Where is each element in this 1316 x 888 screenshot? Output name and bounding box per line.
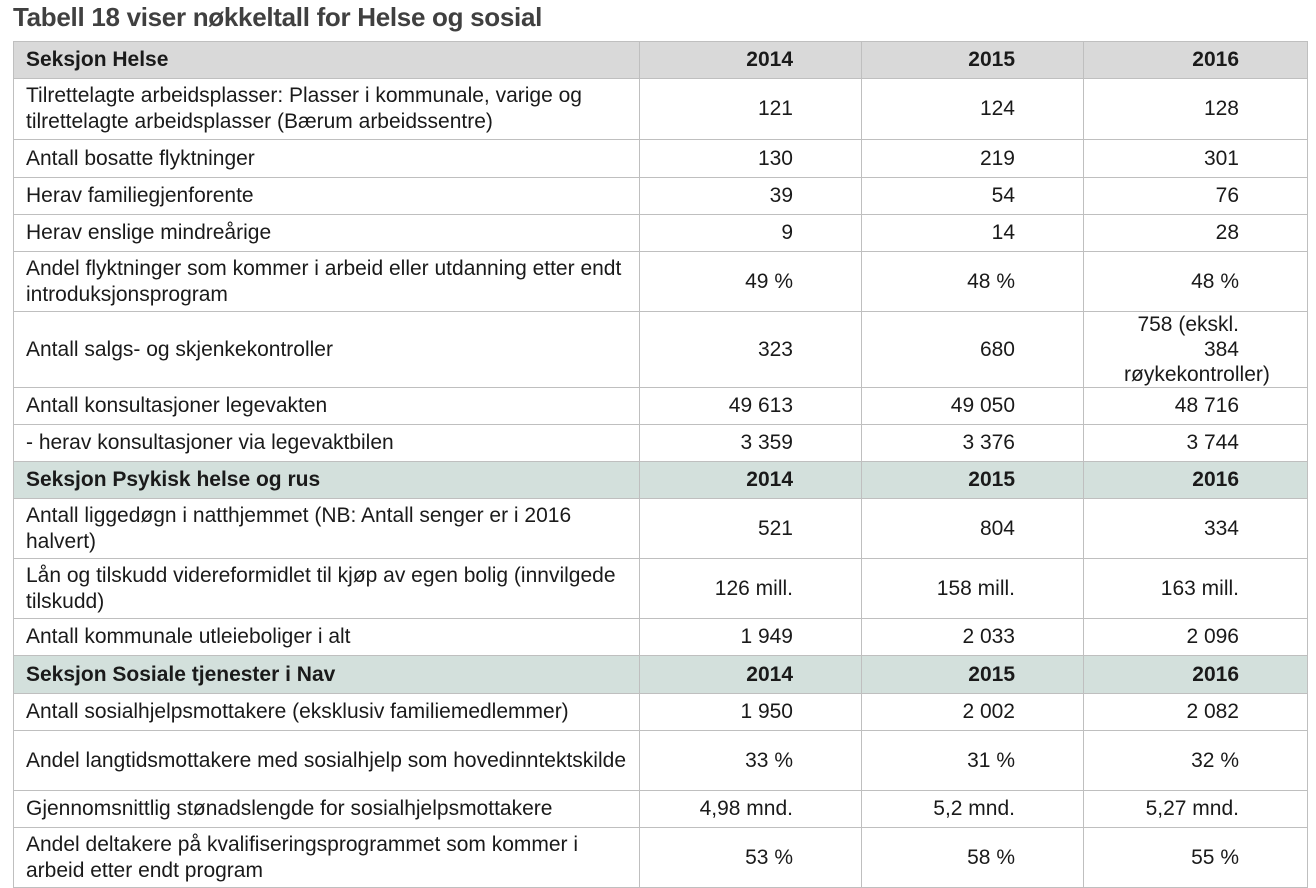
table-row bbox=[14, 79, 1308, 140]
value-2014: 39 bbox=[640, 178, 862, 215]
value-2015: 5,2 mnd. bbox=[862, 791, 1084, 828]
value-2014: 9 bbox=[640, 215, 862, 252]
value-2014: 53 % bbox=[640, 828, 862, 888]
value-2015: 54 bbox=[862, 178, 1084, 215]
table-row bbox=[14, 828, 1308, 888]
value-2016: 48 % bbox=[1084, 252, 1308, 312]
value-2016: 55 % bbox=[1084, 828, 1308, 888]
value-2016: 163 mill. bbox=[1084, 559, 1308, 619]
value-2016: 32 % bbox=[1084, 731, 1308, 791]
table-row bbox=[14, 499, 1308, 559]
value-2015: 58 % bbox=[862, 828, 1084, 888]
value-2014: 126 mill. bbox=[640, 559, 862, 619]
table-row bbox=[14, 791, 1308, 828]
value-2016: 5,27 mnd. bbox=[1084, 791, 1308, 828]
table-row bbox=[14, 178, 1308, 215]
table-title: Tabell 18 viser nøkkeltall for Helse og sosial bbox=[13, 2, 543, 32]
section-title: Seksjon Psykisk helse og rus bbox=[14, 462, 640, 499]
value-2015: 2 002 bbox=[862, 694, 1084, 731]
value-2016: 28 bbox=[1084, 215, 1308, 252]
row-label: Antall kommunale utleieboliger i alt bbox=[14, 619, 640, 656]
row-label: Andel langtidsmottakere med sosialhjelp som hovedinntektskilde bbox=[14, 731, 640, 791]
value-2014: 130 bbox=[640, 140, 862, 178]
value-2015: 680 bbox=[862, 312, 1084, 388]
value-2014: 4,98 mnd. bbox=[640, 791, 862, 828]
value-2015: 3 376 bbox=[862, 425, 1084, 462]
year-header: 2015 bbox=[862, 462, 1084, 499]
value-2015: 31 % bbox=[862, 731, 1084, 791]
value-2015: 804 bbox=[862, 499, 1084, 559]
row-label: Andel flyktninger som kommer i arbeid eller utdanning etter endt introduksjonsprogram bbox=[14, 252, 640, 312]
value-2016: 758 (ekskl. 384 røykekontroller) bbox=[1084, 312, 1308, 388]
value-2014: 3 359 bbox=[640, 425, 862, 462]
section-header-helse bbox=[14, 42, 1308, 79]
value-2016: 3 744 bbox=[1084, 425, 1308, 462]
table-row bbox=[14, 694, 1308, 731]
table-row bbox=[14, 731, 1308, 791]
row-label: Antall bosatte flyktninger bbox=[14, 140, 640, 178]
year-header: 2016 bbox=[1084, 462, 1308, 499]
year-header: 2015 bbox=[862, 656, 1084, 694]
row-label: Antall sosialhjelpsmottakere (eksklusiv familiemedlemmer) bbox=[14, 694, 640, 731]
year-header: 2015 bbox=[862, 42, 1084, 79]
value-2016: 76 bbox=[1084, 178, 1308, 215]
value-2015: 14 bbox=[862, 215, 1084, 252]
value-2016: 48 716 bbox=[1084, 388, 1308, 425]
table-row bbox=[14, 140, 1308, 178]
value-2016: 2 096 bbox=[1084, 619, 1308, 656]
section-title: Seksjon Helse bbox=[14, 42, 640, 79]
value-2015: 219 bbox=[862, 140, 1084, 178]
table-row bbox=[14, 215, 1308, 252]
value-2014: 521 bbox=[640, 499, 862, 559]
section-header-psykisk-helse bbox=[14, 462, 1308, 499]
row-label: Herav enslige mindreårige bbox=[14, 215, 640, 252]
year-header: 2014 bbox=[640, 462, 862, 499]
table-row bbox=[14, 619, 1308, 656]
value-2015: 49 050 bbox=[862, 388, 1084, 425]
value-2015: 124 bbox=[862, 79, 1084, 140]
row-label: Gjennomsnittlig stønadslengde for sosialhjelpsmottakere bbox=[14, 791, 640, 828]
value-2014: 323 bbox=[640, 312, 862, 388]
year-header: 2016 bbox=[1084, 42, 1308, 79]
table-row bbox=[14, 559, 1308, 619]
year-header: 2014 bbox=[640, 42, 862, 79]
section-header-sosiale-tjenester bbox=[14, 656, 1308, 694]
value-2016: 128 bbox=[1084, 79, 1308, 140]
value-2014: 1 950 bbox=[640, 694, 862, 731]
row-label: - herav konsultasjoner via legevaktbilen bbox=[14, 425, 640, 462]
row-label: Antall salgs- og skjenkekontroller bbox=[14, 312, 640, 388]
table-row bbox=[14, 425, 1308, 462]
value-2014: 1 949 bbox=[640, 619, 862, 656]
value-2015: 158 mill. bbox=[862, 559, 1084, 619]
value-2014: 49 613 bbox=[640, 388, 862, 425]
key-figures-table bbox=[13, 41, 1308, 888]
row-label: Antall konsultasjoner legevakten bbox=[14, 388, 640, 425]
value-2014: 49 % bbox=[640, 252, 862, 312]
table-row bbox=[14, 312, 1308, 388]
value-2016: 301 bbox=[1084, 140, 1308, 178]
row-label: Antall liggedøgn i natthjemmet (NB: Antall senger er i 2016 halvert) bbox=[14, 499, 640, 559]
table-row bbox=[14, 388, 1308, 425]
row-label: Herav familiegjenforente bbox=[14, 178, 640, 215]
row-label: Tilrettelagte arbeidsplasser: Plasser i kommunale, varige og tilrettelagte arbeidsplasser (Bærum arbeidssentre) bbox=[14, 79, 640, 140]
row-label: Lån og tilskudd videreformidlet til kjøp av egen bolig (innvilgede tilskudd) bbox=[14, 559, 640, 619]
year-header: 2014 bbox=[640, 656, 862, 694]
year-header: 2016 bbox=[1084, 656, 1308, 694]
value-2014: 121 bbox=[640, 79, 862, 140]
value-2016: 334 bbox=[1084, 499, 1308, 559]
value-2016: 2 082 bbox=[1084, 694, 1308, 731]
value-2014: 33 % bbox=[640, 731, 862, 791]
table-row bbox=[14, 252, 1308, 312]
value-2015: 2 033 bbox=[862, 619, 1084, 656]
row-label: Andel deltakere på kvalifiseringsprogrammet som kommer i arbeid etter endt program bbox=[14, 828, 640, 888]
value-2015: 48 % bbox=[862, 252, 1084, 312]
section-title: Seksjon Sosiale tjenester i Nav bbox=[14, 656, 640, 694]
